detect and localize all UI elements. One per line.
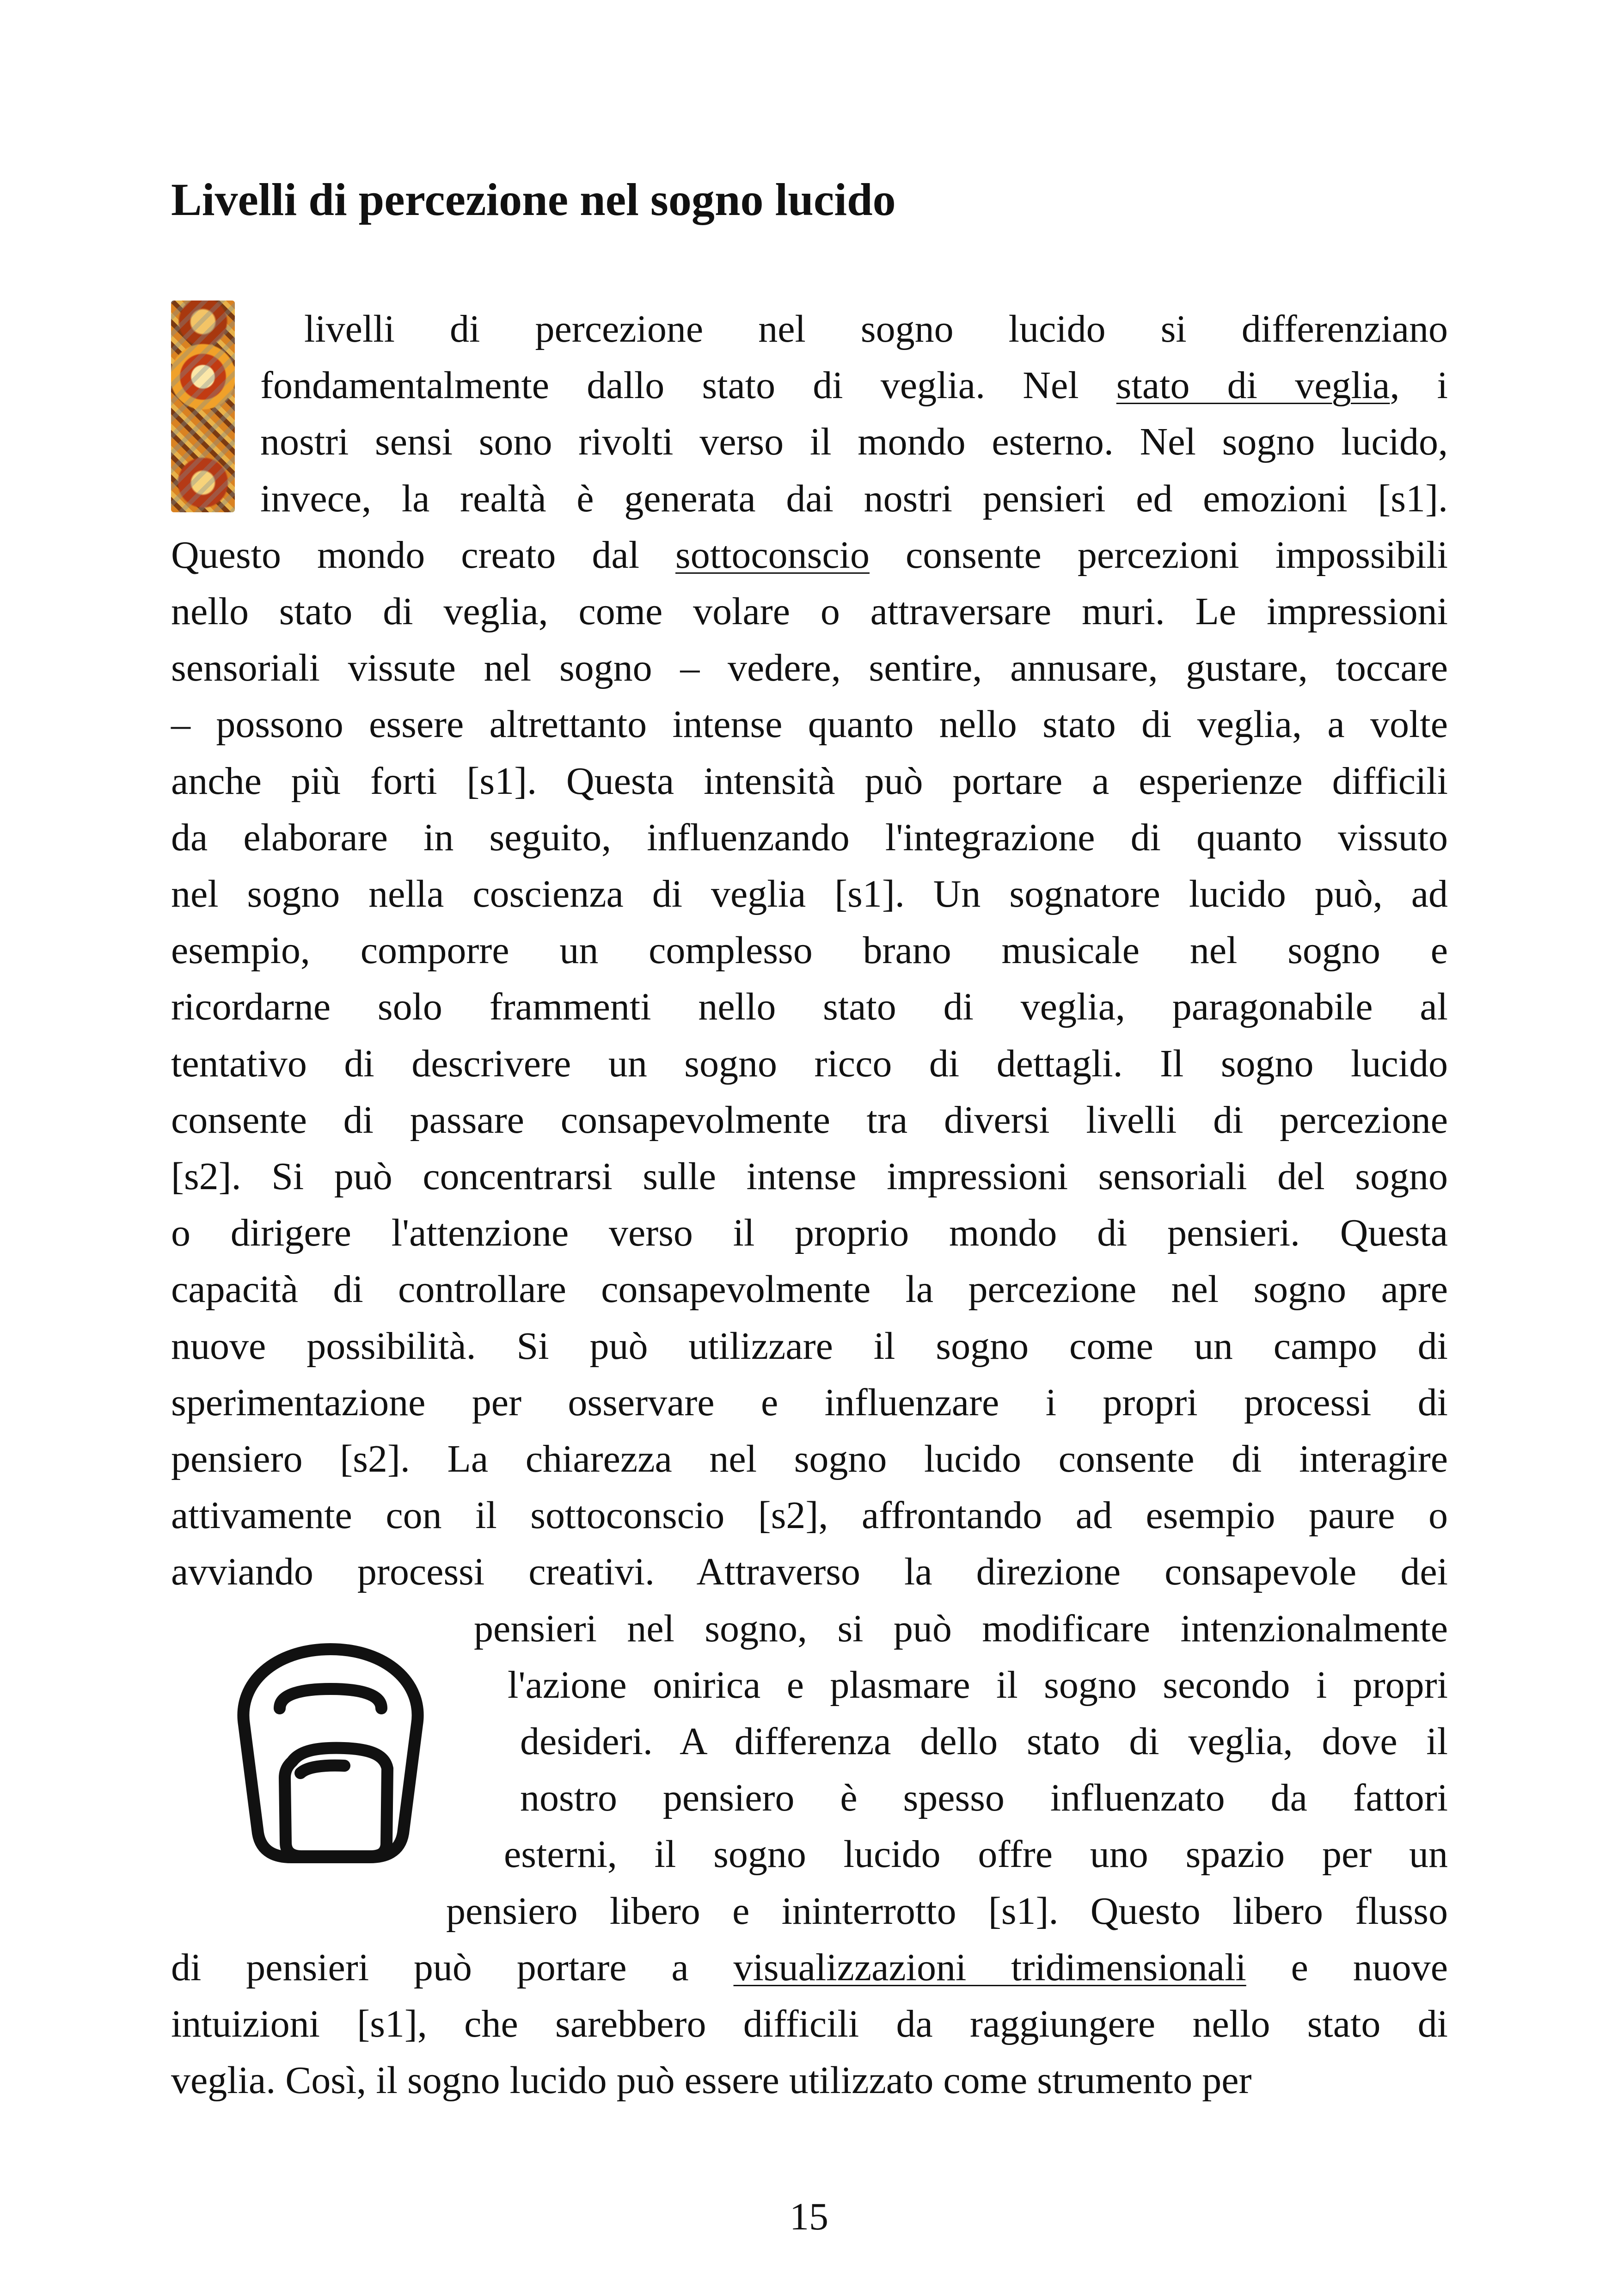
glossary-link[interactable]: sottoconscio bbox=[675, 533, 870, 577]
line-text: attivamente con il sottoconscio [s2], affrontando ad esempio paure o bbox=[171, 1494, 1448, 1537]
text-line bbox=[171, 1092, 1448, 1148]
text-line bbox=[171, 1318, 1448, 1375]
line-text: da elaborare in seguito, influenzando l'integrazione di quanto vissuto bbox=[171, 816, 1448, 859]
text-line bbox=[520, 1713, 1448, 1770]
line-text: veglia. Così, il sogno lucido può essere utilizzato come strumento per bbox=[171, 2059, 1252, 2102]
text-line bbox=[171, 1375, 1448, 1431]
text-line bbox=[508, 1657, 1448, 1713]
glossary-link[interactable]: stato di veglia bbox=[1116, 364, 1390, 407]
line-text: sperimentazione per osservare e influenzare i propri processi di bbox=[171, 1381, 1448, 1424]
text-line bbox=[171, 1487, 1448, 1544]
line-text-after: consente percezioni impossibili bbox=[869, 533, 1448, 577]
page-title: Livelli di percezione nel sogno lucido bbox=[171, 174, 896, 225]
text-line bbox=[171, 1431, 1448, 1487]
text-line bbox=[520, 1770, 1448, 1826]
line-text: pensieri nel sogno, si può modificare intenzionalmente bbox=[474, 1607, 1448, 1650]
line-text: pensiero libero e ininterrotto [s1]. Questo libero flusso bbox=[446, 1889, 1448, 1933]
line-text: o dirigere l'attenzione verso il proprio mondo di pensieri. Questa bbox=[171, 1211, 1448, 1255]
line-text: capacità di controllare consapevolmente la percezione nel sogno apre bbox=[171, 1268, 1448, 1311]
line-text: Questo mondo creato dal bbox=[171, 533, 676, 577]
page-number: 15 bbox=[790, 2195, 828, 2238]
line-text: – possono essere altrettanto intense quanto nello stato di veglia, a volte bbox=[171, 703, 1448, 746]
line-text: desideri. A differenza dello stato di veglia, dove il bbox=[520, 1720, 1448, 1763]
glossary-link[interactable]: visualizzazioni tridimensionali bbox=[733, 1946, 1246, 1989]
text-line bbox=[171, 2052, 1448, 2109]
line-text: esempio, comporre un complesso brano musicale nel sogno e bbox=[171, 929, 1448, 972]
text-line bbox=[171, 979, 1448, 1035]
line-text-after: , i bbox=[1390, 364, 1448, 407]
text-line bbox=[171, 922, 1448, 979]
text-line bbox=[171, 696, 1448, 753]
text-line bbox=[171, 866, 1448, 922]
line-text: nuove possibilità. Si può utilizzare il sogno come un campo di bbox=[171, 1324, 1448, 1368]
line-text: nostri sensi sono rivolti verso il mondo esterno. Nel sogno lucido, bbox=[260, 420, 1448, 464]
line-text: nel sogno nella coscienza di veglia [s1]. Un sognatore lucido può, ad bbox=[171, 872, 1448, 915]
line-text: di pensieri può portare a bbox=[171, 1946, 734, 1989]
line-text: livelli di percezione nel sogno lucido si differenziano bbox=[304, 307, 1448, 350]
text-line bbox=[171, 1996, 1448, 2052]
line-text: l'azione onirica e plasmare il sogno secondo i propri bbox=[508, 1663, 1448, 1707]
line-text: nostro pensiero è spesso influenzato da fattori bbox=[520, 1776, 1448, 1820]
line-text: consente di passare consapevolmente tra diversi livelli di percezione bbox=[171, 1098, 1448, 1142]
cup-icon bbox=[231, 1639, 430, 1866]
text-line bbox=[260, 414, 1448, 470]
text-line bbox=[260, 357, 1448, 414]
text-line bbox=[171, 753, 1448, 810]
text-line bbox=[304, 301, 1448, 357]
text-line bbox=[446, 1883, 1448, 1940]
text-line bbox=[171, 640, 1448, 696]
line-text: nello stato di veglia, come volare o attraversare muri. Le impressioni bbox=[171, 590, 1448, 633]
line-text: intuizioni [s1], che sarebbero difficili da raggiungere nello stato di bbox=[171, 2002, 1448, 2045]
text-line bbox=[171, 1544, 1448, 1600]
text-line bbox=[171, 1036, 1448, 1092]
text-line bbox=[171, 1148, 1448, 1205]
text-line bbox=[171, 583, 1448, 640]
line-text: pensiero [s2]. La chiarezza nel sogno lucido consente di interagire bbox=[171, 1437, 1448, 1480]
text-line bbox=[171, 1205, 1448, 1261]
line-text: ricordarne solo frammenti nello stato di veglia, paragonabile al bbox=[171, 985, 1448, 1029]
text-line bbox=[504, 1826, 1448, 1883]
line-text-after: e nuove bbox=[1246, 1946, 1448, 1989]
ornamental-dropcap-image bbox=[171, 301, 235, 512]
line-text: sensoriali vissute nel sogno – vedere, sentire, annusare, gustare, toccare bbox=[171, 646, 1448, 690]
text-line bbox=[171, 810, 1448, 866]
text-line bbox=[171, 1940, 1448, 1996]
line-text: invece, la realtà è generata dai nostri pensieri ed emozioni [s1]. bbox=[260, 477, 1448, 520]
line-text: avviando processi creativi. Attraverso la direzione consapevole dei bbox=[171, 1550, 1448, 1594]
line-text: anche più forti [s1]. Questa intensità può portare a esperienze difficili bbox=[171, 759, 1448, 803]
text-line bbox=[260, 471, 1448, 527]
line-text: [s2]. Si può concentrarsi sulle intense impressioni sensoriali del sogno bbox=[171, 1155, 1448, 1198]
text-line bbox=[474, 1601, 1448, 1657]
text-line bbox=[171, 527, 1448, 583]
line-text: esterni, il sogno lucido offre uno spazio per un bbox=[504, 1833, 1448, 1876]
line-text: fondamentalmente dallo stato di veglia. Nel bbox=[260, 364, 1116, 407]
text-line bbox=[171, 1261, 1448, 1318]
line-text: tentativo di descrivere un sogno ricco di dettagli. Il sogno lucido bbox=[171, 1042, 1448, 1085]
